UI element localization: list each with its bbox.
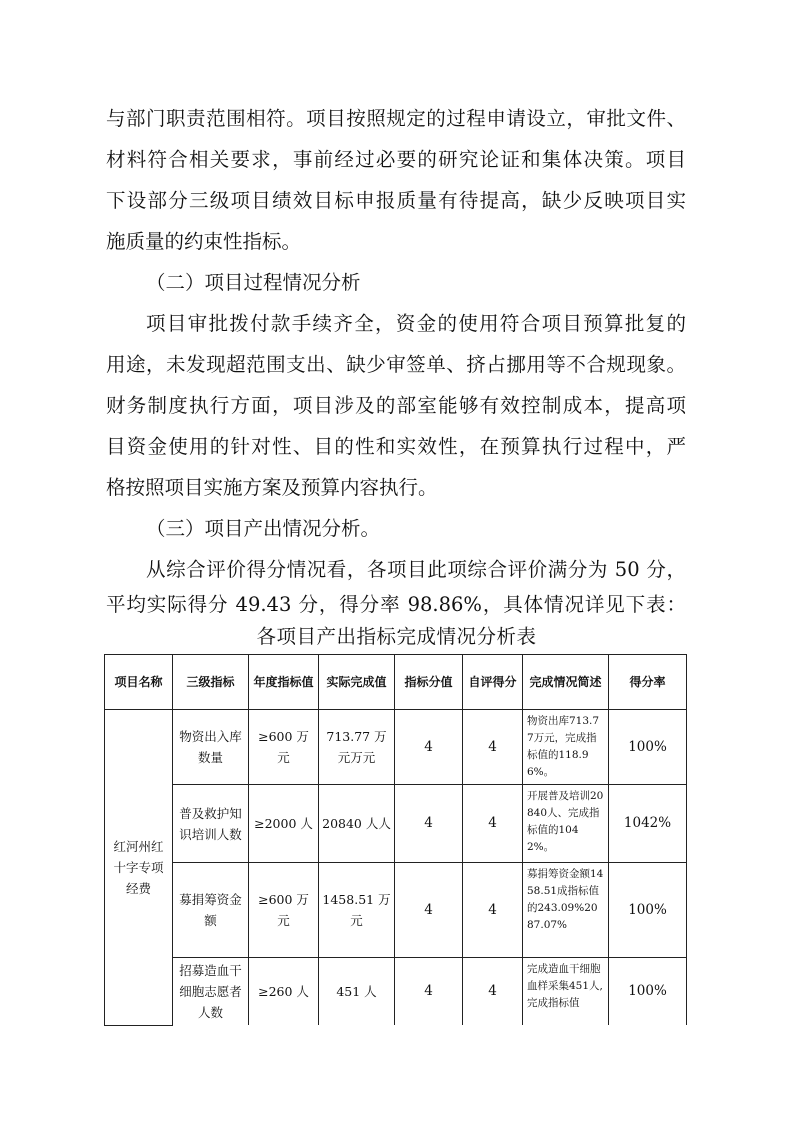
paragraph-1-line-2: 材料符合相关要求，事前经过必要的研究论证和集体决策。项目 (106, 148, 686, 171)
column-header-score-rate: 得分率 (609, 655, 687, 710)
paragraph-1-line-3: 下设部分三级项目绩效目标申报质量有待提高，缺少反映项目实 (106, 189, 686, 212)
actual-cell: 20840 人人 (319, 785, 395, 863)
column-header-indicator: 三级指标 (173, 655, 249, 710)
weight-cell: 4 (395, 863, 463, 958)
paragraph-2-line-4: 目资金使用的针对性、目的性和实效性，在预算执行过程中，严 (106, 435, 686, 458)
table-caption: 各项目产出指标完成情况分析表 (256, 625, 537, 648)
table-row (105, 958, 687, 1026)
paragraph-2-line-2: 用途，未发现超范围支出、缺少审签单、挤占挪用等不合规现象。 (106, 353, 686, 376)
indicator-cell: 招募造血干细胞志愿者人数 (173, 958, 249, 1026)
column-header-weight: 指标分值 (395, 655, 463, 710)
description-cell: 物资出库713.77万元，完成指标值的118.96%。 (523, 710, 609, 785)
score-cell: 4 (463, 785, 523, 863)
actual-cell: 451 人 (319, 958, 395, 1026)
paragraph-2-line-3: 财务制度执行方面，项目涉及的部室能够有效控制成本，提高项 (106, 394, 686, 417)
score-rate-cell: 1042% (609, 785, 687, 863)
indicator-cell: 物资出入库数量 (173, 710, 249, 785)
column-header-project-name: 项目名称 (105, 655, 173, 710)
score-rate-cell: 100% (609, 958, 687, 1026)
target-cell: ≥260 人 (249, 958, 319, 1026)
paragraph-1-line-4: 施质量的约束性指标。 (106, 230, 302, 253)
table-row (105, 785, 687, 863)
description-cell: 完成造血干细胞血样采集451人,完成指标值 (523, 958, 609, 1026)
column-header-description: 完成情况简述 (523, 655, 609, 710)
paragraph-3-line-1: 从综合评价得分情况看，各项目此项综合评价满分为 50 分， (146, 558, 686, 581)
section-heading-3: （三）项目产出情况分析。 (146, 517, 381, 540)
project-name-cell: 红河州红十字专项经费 (105, 710, 173, 1026)
description-cell: 开展普及培训20840人、完成指标值的1042%。 (523, 785, 609, 863)
score-rate-cell: 100% (609, 863, 687, 958)
target-cell: ≥2000 人 (249, 785, 319, 863)
table-row (105, 710, 687, 785)
column-header-actual: 实际完成值 (319, 655, 395, 710)
weight-cell: 4 (395, 710, 463, 785)
paragraph-2-line-5: 格按照项目实施方案及预算内容执行。 (106, 476, 438, 499)
score-cell: 4 (463, 863, 523, 958)
score-cell: 4 (463, 710, 523, 785)
description-cell: 募捐筹资金额1458.51成指标值的243.09%2087.07% (523, 863, 609, 958)
table-row (105, 863, 687, 958)
paragraph-2-line-1: 项目审批拨付款手续齐全，资金的使用符合项目预算批复的 (146, 312, 686, 335)
weight-cell: 4 (395, 958, 463, 1026)
section-heading-2: （二）项目过程情况分析 (146, 271, 361, 294)
target-cell: ≥600 万元 (249, 863, 319, 958)
paragraph-3-line-2: 平均实际得分 49.43 分，得分率 98.86%，具体情况详见下表： (106, 593, 686, 616)
score-cell: 4 (463, 958, 523, 1026)
indicator-cell: 普及救护知识培训人数 (173, 785, 249, 863)
score-rate-cell: 100% (609, 710, 687, 785)
paragraph-1-line-1: 与部门职责范围相符。项目按照规定的过程申请设立，审批文件、 (106, 107, 686, 130)
column-header-target: 年度指标值 (249, 655, 319, 710)
actual-cell: 1458.51 万元 (319, 863, 395, 958)
indicator-cell: 募捐筹资金额 (173, 863, 249, 958)
output-indicator-table (104, 654, 687, 1026)
weight-cell: 4 (395, 785, 463, 863)
table-header-row (105, 655, 687, 710)
actual-cell: 713.77 万元万元 (319, 710, 395, 785)
column-header-self-score: 自评得分 (463, 655, 523, 710)
target-cell: ≥600 万元 (249, 710, 319, 785)
